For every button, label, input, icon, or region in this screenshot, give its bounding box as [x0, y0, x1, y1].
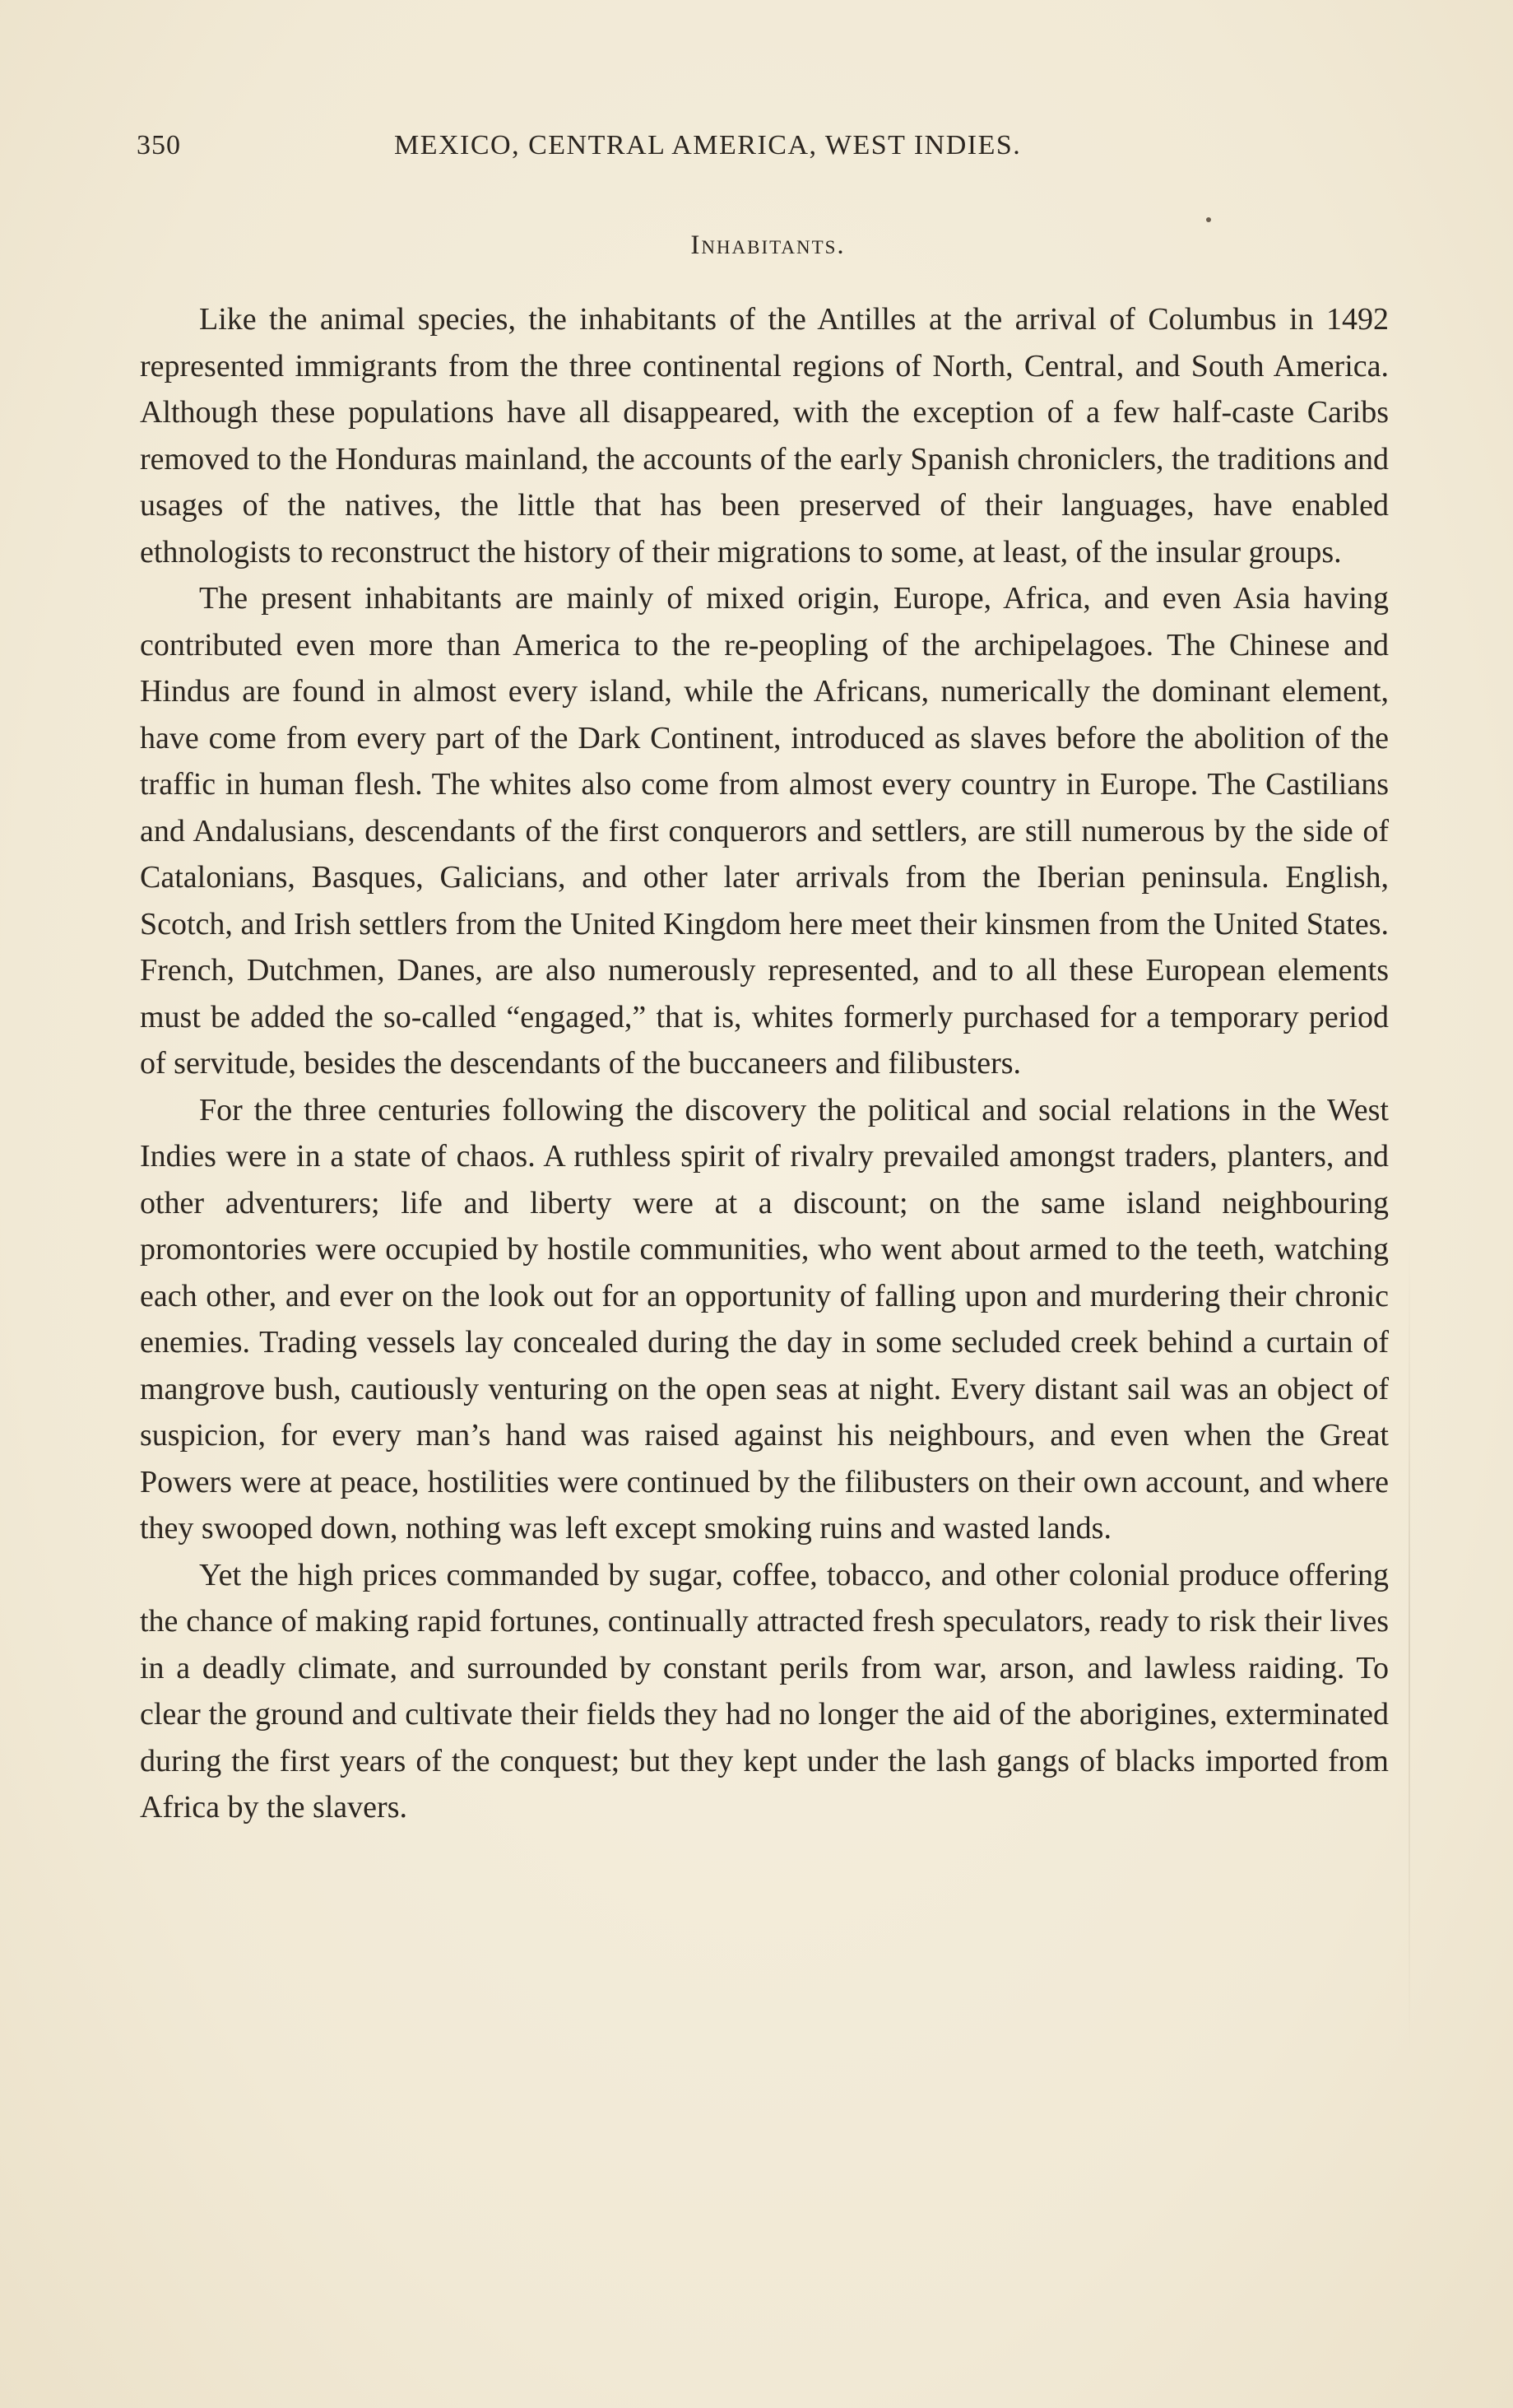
section-heading: Inhabitants. — [690, 230, 846, 260]
paragraph-3: For the three centuries following the discovery the political and social relations in the West Indies were in a state of chaos. A ruthless spirit of rivalry prevailed amongst traders, planters, and other adventurers; life and liberty were at a discount; on the same island neighbouring promontories were occupied by hostile communities, who went about armed to the teeth, watching each other, and ever on the look out for an opportunity of falling upon and murdering their chronic enemies. Trading vessels lay concealed during the day in some secluded creek behind a curtain of mangrove bush, cautiously venturing on the open seas at night. Every distant sail was an object of suspicion, for every man’s hand was raised against his neighbours, and even when the Great Powers were at peace, hostilities were continued by the filibusters on their own account, and where they swooped down, nothing was left except smoking ruins and wasted lands. — [140, 1092, 1389, 1546]
paragraph-4: Yet the high prices commanded by sugar, coffee, tobacco, and other colonial produce offering the chance of making rapid fortunes, continually attracted fresh speculators, ready to risk their lives in a deadly climate, and surrounded by constant perils from war, arson, and lawless raiding. To clear the ground and cultivate their fields they had no longer the aid of the aborigines, exterminated during the first years of the conquest; but they kept under the lash gangs of blacks imported from Africa by the slavers. — [140, 1557, 1389, 1825]
running-head — [137, 130, 1395, 179]
body-text — [140, 296, 1389, 1831]
paragraph-1: Like the animal species, the inhabitants of the Antilles at the arrival of Columbus in 1492 represented immigrants from the three continental regions of North, Central, and South America. Although these populations have all disappeared, with the exception of a few half-caste Caribs removed to the Honduras mainland, the accounts of the early Spanish chroniclers, the traditions and usages of the natives, the little that has been preserved of their languages, have enabled ethnologists to reconstruct the history of their migrations to some, at least, of the insular groups. — [140, 302, 1389, 569]
page-shadow-line — [1409, 1234, 1410, 2057]
paragraph-2: The present inhabitants are mainly of mixed origin, Europe, Africa, and even Asia having contributed even more than America to the re-peopling of the archipelagoes. The Chinese and Hindus are found in almost every island, while the Africans, numerically the dominant element, have come from every part of the Dark Continent, introduced as slaves before the abolition of the traffic in human flesh. The whites also come from almost every country in Europe. The Castilians and Andalusians, descendants of the first conquerors and settlers, are still numerous by the side of Catalonians, Basques, Galicians, and other later arrivals from the Iberian peninsula. English, Scotch, and Irish settlers from the United Kingdom here meet their kinsmen from the United States. French, Dutchmen, Danes, are also numerously represented, and to all these European elements must be added the so-called “engaged,” that is, whites formerly purchased for a temporary period of servitude, besides the descendants of the buccaneers and filibusters. — [140, 581, 1389, 1081]
page-number: 350 — [137, 130, 181, 160]
running-title: MEXICO, CENTRAL AMERICA, WEST INDIES. — [394, 130, 1022, 160]
ink-speck — [1206, 217, 1211, 222]
